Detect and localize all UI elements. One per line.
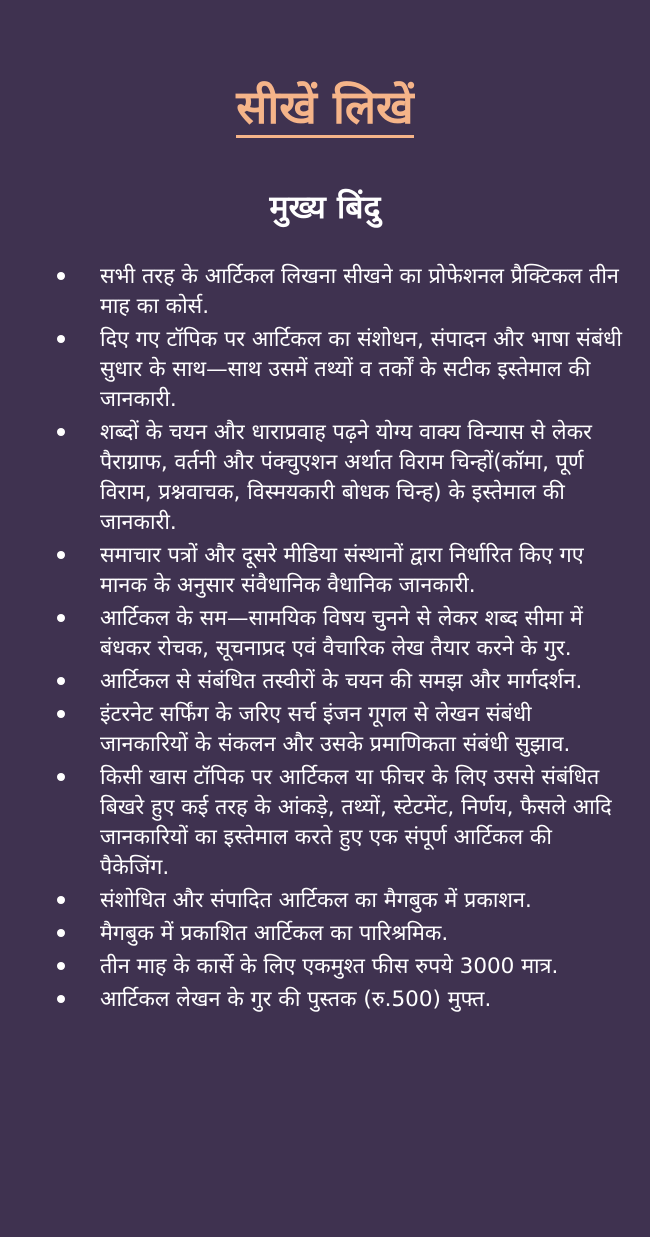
bullet-icon [57,614,65,622]
bullet-icon [57,428,65,436]
list-item [0,541,650,601]
page-title: सीखें लिखें [236,80,413,138]
bullet-icon [57,272,65,280]
list-item [0,763,650,883]
list-item [0,604,650,664]
list-item-text: आर्टिकल लेखन के गुर की पुस्तक (रु.500) मुफ्त. [100,987,492,1012]
list-item [0,919,650,949]
list-item-text: दिए गए टॉपिक पर आर्टिकल का संशोधन, संपादन और भाषा संबंधी सुधार के साथ—साथ उसमें तथ्यों व तर्कों के सटीक इस्तेमाल की जानकारी. [100,327,622,412]
list-item [0,418,650,538]
list-item-text: संशोधित और संपादित आर्टिकल का मैगबुक में प्रकाशन. [100,888,532,913]
list-item-text: सभी तरह के आर्टिकल लिखना सीखने का प्रोफेशनल प्रैक्टिकल तीन माह का कोर्स. [100,264,619,319]
list-item [0,952,650,982]
list-item-text: मैगबुक में प्रकाशित आर्टिकल का पारिश्रमिक. [100,921,449,946]
section-heading: मुख्य बिंदु [269,188,381,226]
bullet-icon [57,962,65,970]
list-item-text: किसी खास टॉपिक पर आर्टिकल या फीचर के लिए उससे संबंधित बिखरे हुए कई तरह के आंकड़े, तथ्यों, स्टेटमेंट, निर्णय, फैसले आदि जानकारियों का इस्तेमाल करते हुए एक संपूर्ण आर्टिकल की पैकेजिंग. [100,765,612,880]
list-item [0,667,650,697]
list-item [0,985,650,1015]
bullet-icon [57,929,65,937]
list-item-text: तीन माह के कार्से के लिए एकमुश्त फीस रुपये 3000 मात्र. [100,954,559,979]
list-item-text: आर्टिकल से संबंधित तस्वीरों के चयन की समझ और मार्गदर्शन. [100,669,583,694]
bullet-icon [57,896,65,904]
bullet-icon [57,995,65,1003]
list-item [0,700,650,760]
list-item [0,886,650,916]
bullet-icon [57,335,65,343]
key-points-list [0,262,650,1018]
list-item [0,262,650,322]
list-item [0,325,650,415]
list-item-text: शब्दों के चयन और धाराप्रवाह पढ़ने योग्य वाक्य विन्यास से लेकर पैराग्राफ, वर्तनी और पंक्चुएशन अर्थात विराम चिन्हों(कॉमा, पूर्ण विराम, प्रश्नवाचक, विस्मयकारी बोधक चिन्ह) के इस्तेमाल की जानकारी. [100,420,592,535]
bullet-icon [57,773,65,781]
title-container [0,80,650,138]
list-item-text: इंटरनेट सर्फिंग के जरिए सर्च इंजन गूगल से लेखन संबंधी जानकारियों के संकलन और उसके प्रमाणिकता संबंधी सुझाव. [100,702,571,757]
list-item-text: समाचार पत्रों और दूसरे मीडिया संस्थानों द्वारा निर्धारित किए गए मानक के अनुसार संवैधानिक वैधानिक जानकारी. [100,543,584,598]
list-item-text: आर्टिकल के सम—सामयिक विषय चुनने से लेकर शब्द सीमा में बंधकर रोचक, सूचनाप्रद एवं वैचारिक लेख तैयार करने के गुर. [100,606,583,661]
bullet-icon [57,710,65,718]
bullet-icon [57,677,65,685]
bullet-icon [57,551,65,559]
